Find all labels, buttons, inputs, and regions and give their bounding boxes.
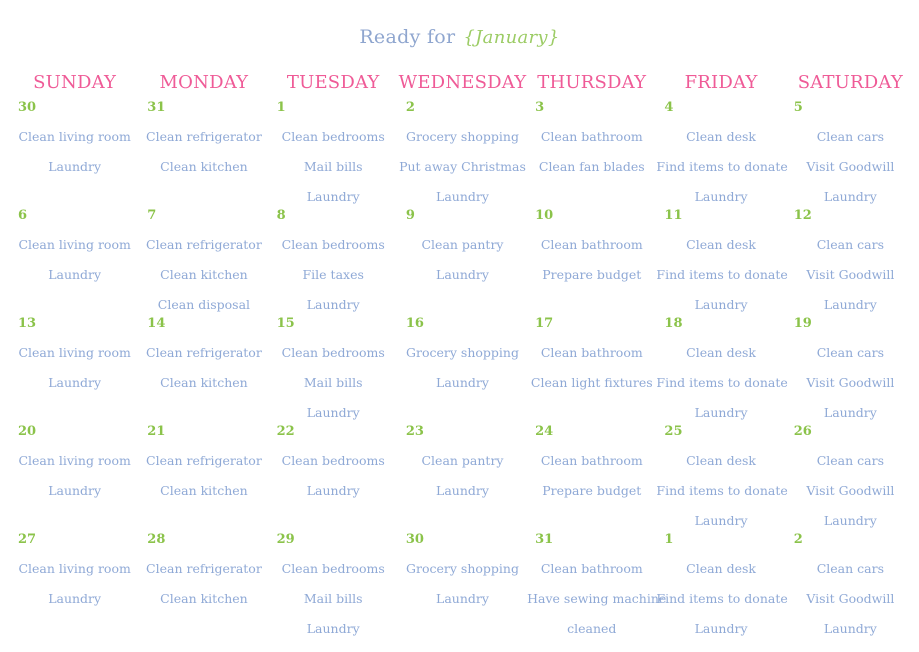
task-item: Clean living room (18, 561, 131, 576)
task-list (786, 122, 915, 212)
calendar-day-cell (656, 532, 788, 640)
task-item: Clean bedrooms (281, 561, 385, 576)
task-item: Clean living room (18, 237, 131, 252)
calendar-day-cell (786, 532, 915, 640)
task-list (786, 554, 915, 644)
day-number: 16 (405, 316, 424, 331)
day-number: 3 (535, 100, 545, 115)
task-item: Clean refrigerator (146, 129, 262, 144)
task-item: Find items to donate (656, 375, 788, 390)
task-item: Visit Goodwill (806, 375, 895, 390)
task-list (527, 446, 656, 506)
calendar-day-cell (398, 424, 527, 532)
day-number: 7 (147, 208, 157, 223)
day-number: 29 (276, 532, 295, 547)
task-list (269, 446, 398, 506)
task-item: Laundry (694, 189, 748, 204)
day-number: 6 (18, 208, 28, 223)
calendar-day-cell (139, 316, 268, 424)
task-item: Clean pantry (421, 237, 504, 252)
day-number: 2 (793, 532, 803, 547)
task-item: Clean bathroom (540, 453, 643, 468)
day-number: 31 (535, 532, 554, 547)
task-item: Clean bathroom (540, 129, 643, 144)
task-item: Clean fan blades (538, 159, 645, 174)
task-item: Clean disposal (157, 297, 251, 312)
day-number: 1 (664, 532, 674, 547)
task-list (10, 554, 139, 614)
calendar-day-cell (10, 424, 139, 532)
task-list (398, 338, 527, 398)
task-list (786, 230, 915, 320)
calendar-day-cell (269, 100, 398, 208)
task-item: Mail bills (303, 591, 363, 606)
task-item: Laundry (823, 297, 877, 312)
task-item: Laundry (694, 297, 748, 312)
calendar-day-cell (398, 316, 527, 424)
task-list (527, 338, 656, 398)
task-item: Grocery shopping (406, 345, 519, 360)
calendar-day-cell (656, 424, 788, 532)
task-item: Prepare budget (542, 267, 642, 282)
calendar-day-cell (527, 208, 656, 316)
task-item: Laundry (823, 189, 877, 204)
task-item: Clean cars (816, 129, 884, 144)
task-list (10, 446, 139, 506)
task-item: Clean living room (18, 129, 131, 144)
task-item: Clean living room (18, 345, 131, 360)
task-list (656, 554, 788, 644)
calendar-day-cell (10, 316, 139, 424)
calendar-day-cell (656, 316, 788, 424)
task-item: Laundry (48, 375, 102, 390)
task-list (269, 338, 398, 428)
day-number: 28 (147, 532, 166, 547)
weekday-sunday: SUNDAY (33, 72, 117, 93)
day-number: 10 (535, 208, 554, 223)
task-item: File taxes (302, 267, 364, 282)
calendar-day-cell (398, 208, 527, 316)
task-item: Clean desk (686, 453, 756, 468)
task-item: Clean bathroom (540, 561, 643, 576)
weekday-header-row (10, 72, 915, 93)
task-item: Laundry (48, 591, 102, 606)
task-item: Laundry (48, 483, 102, 498)
task-item: Clean refrigerator (146, 453, 262, 468)
task-item: Clean desk (686, 237, 756, 252)
task-list (139, 230, 268, 320)
task-item: Clean kitchen (160, 483, 248, 498)
task-item: Clean kitchen (160, 267, 248, 282)
task-list (656, 338, 788, 428)
day-number: 22 (276, 424, 295, 439)
task-item: Laundry (436, 189, 489, 204)
day-number: 31 (147, 100, 166, 115)
calendar-day-cell (527, 532, 667, 640)
calendar-day-cell (786, 424, 915, 532)
day-number: 1 (276, 100, 286, 115)
day-number: 30 (405, 532, 424, 547)
task-item: Clean refrigerator (146, 345, 262, 360)
day-number: 23 (405, 424, 424, 439)
task-list (398, 446, 527, 506)
calendar-day-cell (527, 424, 656, 532)
task-list (139, 122, 268, 182)
task-item: Laundry (694, 405, 748, 420)
task-item: Clean cars (816, 237, 884, 252)
task-item: Clean bathroom (540, 345, 643, 360)
task-list (10, 338, 139, 398)
task-list (398, 230, 527, 290)
task-list (398, 122, 527, 212)
calendar-day-cell (527, 316, 656, 424)
calendar-day-cell (269, 208, 398, 316)
day-number: 11 (664, 208, 683, 223)
weekday-wednesday: WEDNESDAY (398, 72, 527, 93)
day-number: 30 (18, 100, 37, 115)
task-item: Clean kitchen (160, 375, 248, 390)
day-number: 9 (405, 208, 415, 223)
task-list (269, 554, 398, 644)
task-list (139, 338, 268, 398)
task-item: Clean desk (686, 345, 756, 360)
calendar-day-cell (656, 208, 788, 316)
task-item: Laundry (823, 405, 877, 420)
calendar-day-cell (786, 208, 915, 316)
task-item: Clean light fixtures (530, 375, 653, 390)
task-list (269, 122, 398, 212)
calendar-day-cell (398, 532, 527, 640)
task-item: Mail bills (303, 159, 363, 174)
task-item: Visit Goodwill (806, 267, 895, 282)
task-item: Visit Goodwill (806, 483, 895, 498)
day-number: 21 (147, 424, 166, 439)
task-item: Clean bedrooms (281, 237, 385, 252)
task-item: Laundry (436, 267, 489, 282)
weekday-saturday: SATURDAY (797, 72, 903, 93)
task-list (398, 554, 527, 614)
task-item: Laundry (694, 513, 748, 528)
task-list (10, 230, 139, 290)
task-item: Prepare budget (542, 483, 642, 498)
task-item: Have sewing machine (527, 591, 667, 606)
calendar-day-cell (786, 316, 915, 424)
calendar-day-cell (269, 316, 398, 424)
task-item: Laundry (306, 189, 360, 204)
task-item: Grocery shopping (406, 129, 519, 144)
day-number: 24 (535, 424, 554, 439)
task-list (656, 122, 788, 212)
weekday-thursday: THURSDAY (537, 72, 647, 93)
task-item: Laundry (306, 621, 360, 636)
task-item: Laundry (436, 483, 489, 498)
calendar-day-cell (139, 208, 268, 316)
task-list (656, 446, 788, 536)
task-item: Clean kitchen (160, 591, 248, 606)
weekday-monday: MONDAY (159, 72, 249, 93)
day-number: 26 (793, 424, 812, 439)
task-item: Clean bedrooms (281, 345, 385, 360)
task-item: Laundry (306, 405, 360, 420)
task-list (786, 446, 915, 536)
day-number: 18 (664, 316, 683, 331)
page-title (0, 26, 919, 48)
day-number: 19 (793, 316, 812, 331)
day-number: 15 (276, 316, 295, 331)
calendar-day-cell (269, 424, 398, 532)
day-number: 20 (18, 424, 37, 439)
calendar-day-cell (10, 208, 139, 316)
day-number: 12 (793, 208, 812, 223)
task-item: Clean refrigerator (146, 561, 262, 576)
task-list (527, 554, 667, 644)
task-list (10, 122, 139, 182)
day-number: 8 (276, 208, 286, 223)
task-item: Clean living room (18, 453, 131, 468)
weekday-friday: FRIDAY (684, 72, 758, 93)
title-prefix: Ready for (359, 26, 456, 48)
task-item: Clean kitchen (160, 159, 248, 174)
day-number: 4 (664, 100, 674, 115)
task-list (786, 338, 915, 428)
day-number: 17 (535, 316, 554, 331)
weekday-tuesday: TUESDAY (286, 72, 380, 93)
task-item: Laundry (48, 267, 102, 282)
calendar-day-cell (10, 100, 139, 208)
task-item: Laundry (48, 159, 102, 174)
task-item: Clean desk (686, 129, 756, 144)
task-item: Laundry (694, 621, 748, 636)
task-item: Laundry (823, 513, 877, 528)
task-item: Clean cars (816, 453, 884, 468)
calendar-day-cell (10, 532, 139, 640)
day-number: 25 (664, 424, 683, 439)
calendar-day-cell (786, 100, 915, 208)
task-item: Find items to donate (656, 591, 788, 606)
task-item: Clean bedrooms (281, 453, 385, 468)
task-list (139, 446, 268, 506)
task-item: Clean bathroom (540, 237, 643, 252)
task-item: Visit Goodwill (806, 591, 895, 606)
task-list (527, 230, 656, 290)
day-number: 2 (405, 100, 415, 115)
task-item: Visit Goodwill (806, 159, 895, 174)
task-item: cleaned (567, 621, 617, 636)
task-list (527, 122, 656, 182)
calendar-day-cell (656, 100, 788, 208)
task-item: Find items to donate (656, 483, 788, 498)
task-item: Clean bedrooms (281, 129, 385, 144)
task-item: Clean cars (816, 561, 884, 576)
task-item: Laundry (823, 621, 877, 636)
calendar-day-cell (139, 100, 268, 208)
task-item: Grocery shopping (406, 561, 519, 576)
task-item: Find items to donate (656, 159, 788, 174)
day-number: 5 (793, 100, 803, 115)
calendar-day-cell (398, 100, 527, 208)
calendar-day-cell (139, 424, 268, 532)
task-list (139, 554, 268, 614)
calendar-day-cell (269, 532, 398, 640)
day-number: 27 (18, 532, 37, 547)
task-item: Put away Christmas (399, 159, 526, 174)
task-item: Mail bills (303, 375, 363, 390)
task-item: Laundry (306, 483, 360, 498)
task-item: Clean refrigerator (146, 237, 262, 252)
task-item: Laundry (306, 297, 360, 312)
calendar-day-cell (139, 532, 268, 640)
calendar-day-cell (527, 100, 656, 208)
task-item: Clean cars (816, 345, 884, 360)
task-item: Find items to donate (656, 267, 788, 282)
task-item: Clean pantry (421, 453, 504, 468)
task-item: Clean desk (686, 561, 756, 576)
task-item: Laundry (436, 591, 489, 606)
calendar-grid (10, 100, 915, 640)
day-number: 14 (147, 316, 166, 331)
day-number: 13 (18, 316, 37, 331)
title-month: {January} (463, 27, 560, 48)
task-list (656, 230, 788, 320)
task-list (269, 230, 398, 320)
task-item: Laundry (436, 375, 489, 390)
